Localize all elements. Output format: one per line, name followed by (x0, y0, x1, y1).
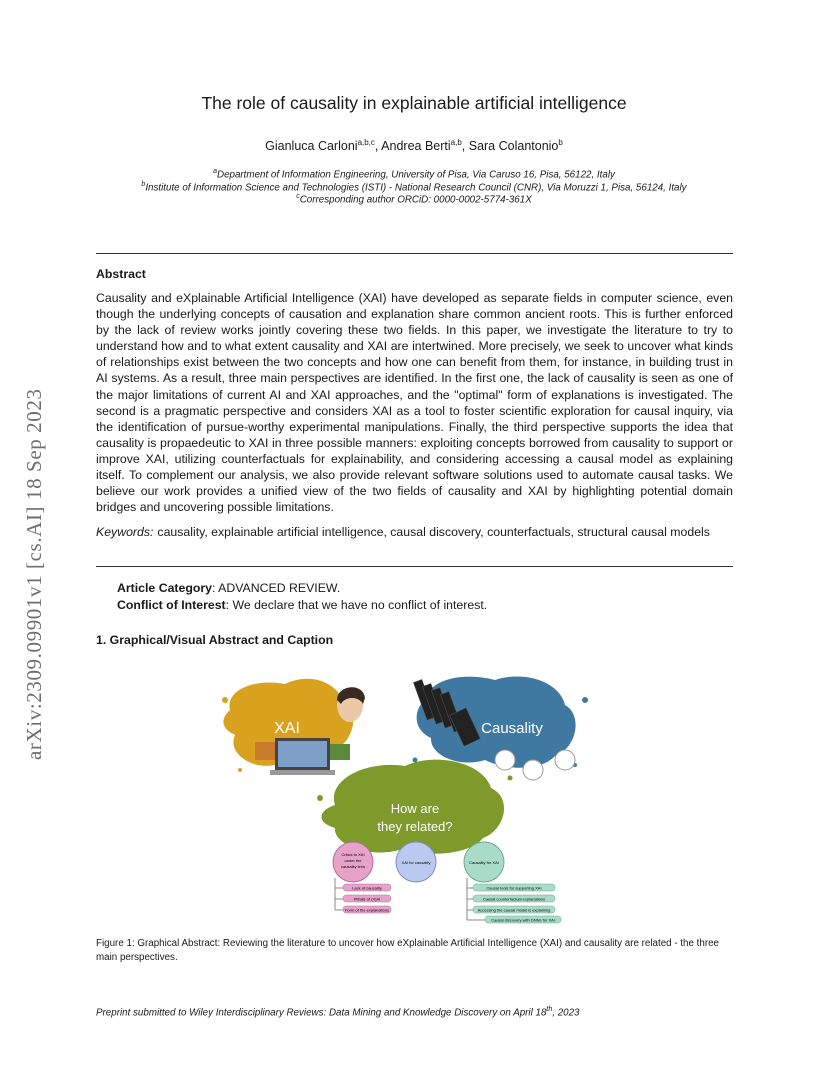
keywords-label: Keywords: (96, 525, 154, 539)
affiliation (0, 193, 828, 205)
conflict-value: : We declare that we have no conflict of interest. (225, 598, 488, 612)
top-rule (96, 253, 733, 254)
affiliation-sup: c (296, 193, 300, 200)
footer-sup: th (546, 1006, 553, 1013)
author-sup: a,b (450, 138, 462, 147)
center-line-1: How are (390, 801, 440, 816)
author-name: Andrea Berti (381, 139, 451, 154)
graphical-abstract-figure (215, 670, 615, 930)
article-category (117, 581, 340, 595)
section-heading: 1. Graphical/Visual Abstract and Caption (96, 633, 334, 647)
conflict-of-interest (117, 598, 487, 612)
affiliation-text: Department of Information Engineering, University of Pisa, Via Caruso 16, Pisa, 56122, Italy (217, 169, 615, 181)
xai-label: XAI (274, 720, 300, 737)
keywords (96, 524, 733, 540)
node-critics-line: under the (344, 858, 362, 863)
molecule-icon (523, 760, 543, 780)
conflict-label: Conflict of Interest (117, 598, 226, 612)
center-line-2: they related? (377, 819, 453, 834)
graphical-abstract-svg (215, 670, 615, 930)
article-category-label: Article Category (117, 581, 212, 595)
bottom-rule (96, 566, 733, 567)
abstract-heading: Abstract (96, 267, 146, 281)
left-tag-label: Lack of causality (352, 885, 382, 891)
left-tag-label: Pitfalls of (X)AI (353, 896, 381, 902)
paper-title: The role of causality in explainable artificial intelligence (201, 93, 627, 113)
node-causality-for-xai-label: Causality for XAI (469, 860, 499, 865)
author-list: Gianluca Carloni$^{a,b,c}$, Andrea Berti$^{a,b}$, Sara Colantonio$^b$ (265, 138, 563, 154)
figure-caption: Figure 1: Graphical Abstract: Reviewing the literature to uncover how eXplainable Artificial Intelligence (XAI) and causality are related - the three main perspectives. (96, 938, 719, 963)
author-sup: a,b,c (357, 138, 375, 147)
abstract-text: Causality and eXplainable Artificial Intelligence (XAI) have developed as separate fields in computer science, even though the underlying concepts of causation and explanation share common ancient roots. This is further enforced by the lack of review works jointly covering these two fields. In this paper, we investigate the literature to try to understand how and to what extent causality and XAI are intertwined. More precisely, we seek to uncover what kinds of relationships exist between the two concepts and how one can benefit from them, for instance, in building trust in AI systems. As a result, three main perspectives are identified. In the first one, the lack of causality is seen as one of the major limitations of current AI and XAI approaches, and the "optimal" form of explanations is investigated. The second is a pragmatic perspective and considers XAI as a tool to foster scientific exploration for causal inquiry, via the identification of pursue-worthy experimental manipulations. Finally, the third perspective supports the idea that causality is propaedeutic to XAI in three possible manners: exploiting concepts borrowed from causality to support or improve XAI, utilizing counterfactuals for explainability, and considering accessing a causal model as explaining itself. To complement our analysis, we also provide relevant software solutions used to automate causal tasks. We believe our work provides a unified view of the two fields of causality and XAI by highlighting potential domain bridges and uncovering possible limitations. (96, 291, 733, 515)
right-tag-label: Causal counterfactual explanations (482, 896, 546, 902)
article-category-value: : ADVANCED REVIEW. (212, 581, 341, 595)
affiliation-sup: b (141, 181, 146, 188)
right-tag-label: Causal discovery with DNNs for XAI (491, 917, 555, 923)
network-icon (555, 750, 575, 770)
author-name: Sara Colantonio (468, 139, 559, 154)
affiliation-text: Institute of Information Science and Technologies (ISTI) - National Research Council (CNR), Via Moruzzi 1, Pisa, 56124, Italy (145, 182, 687, 194)
author-name: Gianluca Carloni (265, 139, 358, 154)
footer-text: Preprint submitted to Wiley Interdisciplinary Reviews: Data Mining and Knowledge Discovery on April 18 (96, 1007, 547, 1019)
person-head-icon (337, 687, 365, 722)
right-tag-label: Accessing the causal model is explaining (477, 907, 551, 913)
node-xai-for-causality-label: XAI for causality (401, 860, 431, 865)
right-tag-label: Causal tools for supporting XAI (486, 885, 542, 891)
footer-year: , 2023 (552, 1007, 580, 1019)
left-connector (335, 878, 343, 910)
affiliation-sup: a (213, 168, 217, 175)
affiliation-text: Corresponding author ORCiD: 0000-0002-5774-361X (299, 194, 532, 206)
node-critics-line: Critics to XAI (341, 852, 365, 857)
preprint-footer (96, 1006, 580, 1018)
causality-label: Causality (481, 720, 543, 737)
arxiv-sidebar-stamp: arXiv:2309.09901v1 [cs.AI] 18 Sep 2023 (22, 388, 46, 760)
left-tag-label: Form of the explanations (344, 907, 390, 913)
dna-icon (495, 750, 515, 770)
node-critics-line: causality lens (340, 864, 366, 869)
author-sup: b (558, 138, 563, 147)
affiliation (0, 168, 828, 180)
keywords-text: causality, explainable artificial intelligence, causal discovery, counterfactuals, structural causal models (157, 525, 710, 539)
affiliation (0, 181, 828, 193)
